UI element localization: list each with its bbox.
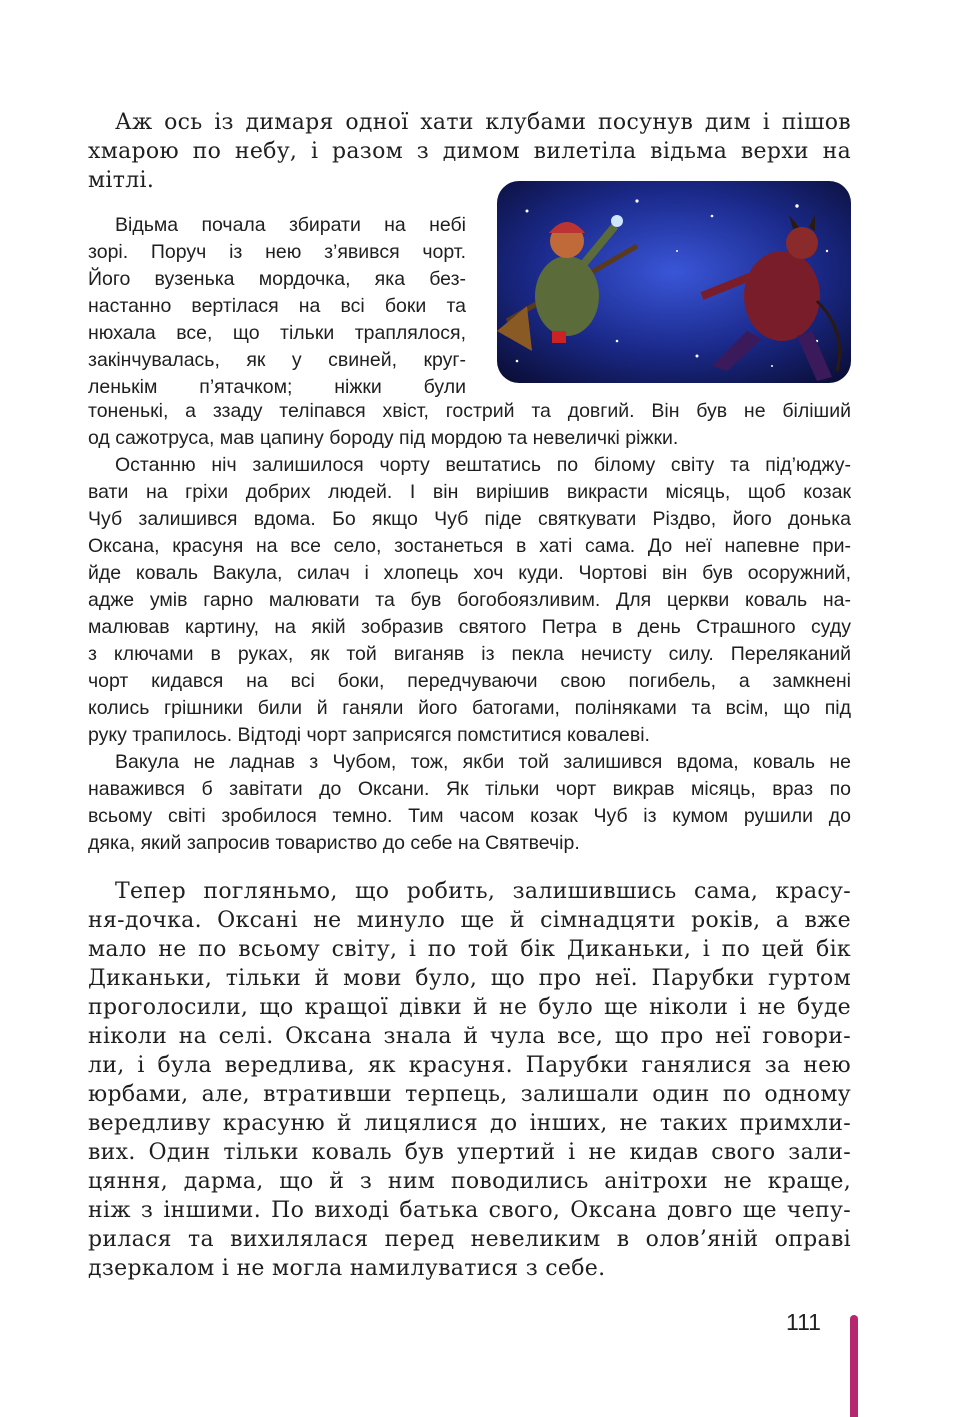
text-line: ніколи на селі. Оксана знала й чула все, що про неї говори- bbox=[88, 1024, 851, 1049]
text-line: Диканьки, тільки й мови було, що про неї. Парубки гуртом bbox=[88, 966, 851, 991]
paragraph-vakula bbox=[88, 749, 851, 857]
text-line: ленькім п’ятачком; ніжки були bbox=[88, 376, 466, 398]
text-line: ли, і була вередлива, як красуня. Парубки ганялися за нею bbox=[88, 1053, 851, 1078]
text-line: вередливу красуню й лицялися до інших, не таких примхли- bbox=[88, 1111, 851, 1136]
text-line: настанно вертілася на всі боки та bbox=[88, 295, 466, 317]
text-line: йде коваль Вакула, силач і хлопець хоч куди. Чортові він був осоружний, bbox=[88, 562, 851, 584]
text-line: вих. Один тільки коваль був упертий і не кидав свого зали- bbox=[88, 1140, 851, 1165]
text-line: зорі. Поруч із нею з’явився чорт. bbox=[88, 241, 466, 263]
text-line: Оксана, красуня на все село, зостанеться в хаті сама. До неї напевне при- bbox=[88, 535, 851, 557]
text-line: юрбами, але, втративши терпець, залишали один по одному bbox=[88, 1082, 851, 1107]
page-accent-bar bbox=[850, 1315, 858, 1417]
text-line: адже умів гарно малювати та був богобоязливим. Для церкви коваль на- bbox=[88, 589, 851, 611]
text-line: од сажотруса, мав цапину бороду під мордою та невеличкі ріжки. bbox=[88, 427, 679, 449]
text-line: колись грішники били й ганяли його батогами, поліняками та всім, що під bbox=[88, 697, 851, 719]
paragraph-witch-devil bbox=[88, 212, 851, 401]
paragraph-witch-devil-continued bbox=[88, 398, 851, 452]
paragraph-devil-plan bbox=[88, 452, 851, 749]
text-line: наважився б завітати до Оксани. Як тільки чорт викрав місяць, враз по bbox=[88, 778, 851, 800]
text-line: Аж ось із димаря одної хати клубами посунув дим і пішов bbox=[115, 110, 851, 135]
text-line: нюхала все, що тільки траплялося, bbox=[88, 322, 466, 344]
text-line: тоненькі, а ззаду теліпався хвіст, гострий та довгий. Він був не біліший bbox=[88, 400, 851, 422]
text-line: мітлі. bbox=[88, 168, 155, 193]
text-line: Чуб залишився вдома. Бо якщо Чуб піде святкувати Різдво, його донька bbox=[88, 508, 851, 530]
text-line: Тепер погляньмо, що робить, залишившись сама, красу- bbox=[115, 879, 851, 904]
text-line: ня-дочка. Оксані не минуло ще й сімнадцяти років, а вже bbox=[88, 908, 851, 933]
page-number: 111 bbox=[786, 1309, 821, 1335]
text-line: рилася та вихилялася перед невеликим в олов’яній оправі bbox=[88, 1227, 851, 1252]
text-line: Відьма почала збирати на небі bbox=[115, 214, 466, 236]
text-line: Вакула не ладнав з Чубом, тож, якби той залишився вдома, коваль не bbox=[115, 751, 851, 773]
text-line: мало не по всьому світу, і по той бік Диканьки, і по цей бік bbox=[88, 937, 851, 962]
text-line: хмарою по небу, і разом з димом вилетіла відьма верхи на bbox=[88, 139, 851, 164]
text-line: ніж з іншими. По виході батька свого, Оксана довго ще чепу- bbox=[88, 1198, 851, 1223]
text-line: Останню ніч залишилося чорту вештатись по білому світу та під’юджу- bbox=[115, 454, 851, 476]
text-line: проголосили, що кращої дівки й не було ще ніколи і не буде bbox=[88, 995, 851, 1020]
text-line: закінчувалась, як у свиней, круг- bbox=[88, 349, 466, 371]
text-line: з ключами в руках, як той виганяв із пекла нечисту силу. Переляканий bbox=[88, 643, 851, 665]
text-line: цяння, дарма, що й з ним поводились анітрохи не краще, bbox=[88, 1169, 851, 1194]
text-line: Його вузенька мордочка, яка без- bbox=[88, 268, 466, 290]
text-line: чорт кидався на всі боки, передчуваючи свою погибель, а замкнені bbox=[88, 670, 851, 692]
text-line: дяка, який запросив товариство до себе на Святвечір. bbox=[88, 832, 580, 854]
text-line: вати на гріхи добрих людей. І він вирішив викрасти місяць, щоб козак bbox=[88, 481, 851, 503]
text-line: всьому світі зробилося темно. Тим часом козак Чуб із кумом рушили до bbox=[88, 805, 851, 827]
text-line: руку трапилось. Відтоді чорт заприсягся помститися ковалеві. bbox=[88, 724, 650, 746]
text-line: дзеркалом і не могла намилуватися з себе. bbox=[88, 1256, 606, 1281]
text-line: малював картину, на якій зобразив святого Петра в день Страшного суду bbox=[88, 616, 851, 638]
paragraph-oksana bbox=[88, 877, 851, 1283]
